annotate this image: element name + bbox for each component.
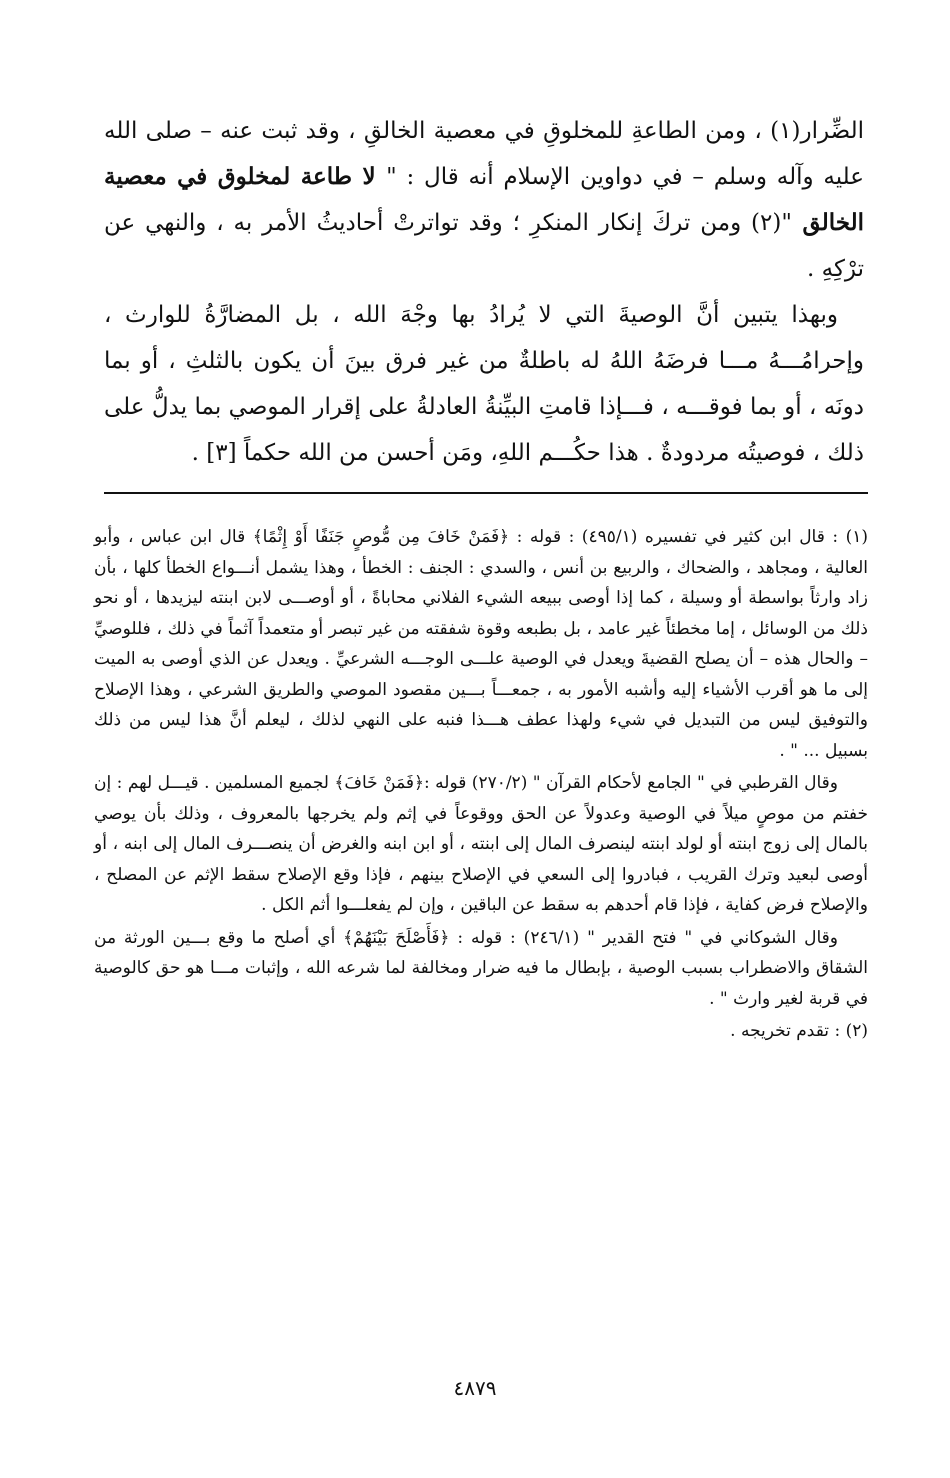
footnotes bbox=[94, 522, 868, 1047]
paragraph-1-start: الضِّرار(١) ، ومن الطاعةِ للمخلوقِ في معصية الخالقِ ، وقد ثبت عنه – صلى الله عليه وآله وسلم – في دواوين الإسلام أنه قال : " bbox=[104, 118, 865, 190]
footnote-1-shawkani: وقال الشوكاني في " فتح القدير " (٢٤٦/١) : قوله : ﴿فَأَصْلَحَ بَيْنَهُمْ﴾ أي أصلح ما وقع بـــين الورثة من الشقاق والاضطراب بسبب الوصية ، بإبطال ما فيه ضرار ومخالفة لما شرعه الله ، وإثبات مـــا هو حق كالوصية في قربة لغير وارث " . bbox=[94, 927, 868, 1009]
hadith-quote: لا طاعة لمخلوق في معصية الخالق bbox=[104, 163, 864, 236]
main-text bbox=[104, 108, 864, 476]
footnote-1-qurtubi: وقال القرطبي في " الجامع لأحكام القرآن " (٢٧٠/٢) قوله :﴿فَمَنْ خَافَ﴾ لجميع المسلمين . قيـــل لهم : إن خفتم من موصٍ ميلاً في الوصية وعدولاً عن الحق ووقوعاً في إثم ولم يخرجها بالمعروف ، وذلك بأن يوصي بالمال إلى زوج ابنته أو لولد ابنته لينصرف المال إلى ابنته ، أو ابن ابنه والغرض أن ينصـــرف المال إلى ابنه ، أو أوصى لبعيد وترك القريب ، فبادروا إلى السعي في الإصلاح بينهم ، فإذا وقع الإصلاح سقط الإثم عن المصلح ، والإصلاح فرض كفاية ، فإذا قام أحدهم به سقط عن الباقين ، وإن لم يفعلـــوا أثم الكل . bbox=[94, 773, 868, 915]
footnote-2: (٢) : تقدم تخريجه . bbox=[730, 1021, 868, 1041]
paragraph-1-end: "(٢) ومن تركَ إنكار المنكرِ ؛ وقد تواترتْ أحاديثُ الأمر به ، والنهي عن ترْكِهِ . bbox=[104, 210, 864, 282]
footnote-separator bbox=[104, 492, 868, 494]
paragraph-1 bbox=[104, 108, 864, 292]
page-number: ٤٨٧٩ bbox=[453, 1376, 497, 1400]
paragraph-2: وبهذا يتبين أنَّ الوصيةَ التي لا يُرادُ بها وجْهَ الله ، بل المضارَّةُ للوارث ، وإحرامُـــهُ مـــا فرضَهُ اللهُ له باطلةٌ من غير فرق بينَ أن يكون بالثلثِ ، أو بما دونَه ، أو بما فوقـــه ، فـــإذا قامتِ البيِّنةُ العادلةُ على إقرار الموصي بما يدلُّ على ذلك ، فوصيتُه مردودةٌ . هذا حكُـــم اللهِ، ومَن أحسن من الله حكماً [٣] . bbox=[104, 302, 864, 466]
footnote-1-ibn-kathir: (١) : قال ابن كثير في تفسيره (٤٩٥/١) : قوله : ﴿فَمَنْ خَافَ مِن مُّوصٍ جَنَفًا أَوْ إِثْمًا﴾ قال ابن عباس ، وأبو العالية ، ومجاهد ، والضحاك ، والربيع بن أنس ، والسدي : الجنف : الخطأ ، وهذا يشمل أنـــواع الخطأ كلها ، بأن زاد وارثاً بواسطة أو وسيلة ، كما إذا أوصى ببيعه الشيء الفلاني محاباةً ، أو أوصـــى لابن ابنته ليزيدها ، أو نحو ذلك من الوسائل ، إما مخطئاً غير عامد ، بل بطبعه وقوة شفقته من غير تبصر أو متعمداً آثماً في ذلك ، فللوصيِّ – والحال هذه – أن يصلح القضيةَ ويعدل في الوصية علـــى الوجـــه الشرعيِّ . ويعدل عن الذي أوصى به الميت إلى ما هو أقرب الأشياء إليه وأشبه الأمور به ، جمعـــاً بـــين مقصود الموصي والطريق الشرعي ، وهذا الإصلاح والتوفيق ليس من التبديل في شيء ولهذا عطف هـــذا فنبه على النهي لذلك ، ليعلم أنَّ هذا ليس من ذلك بسبيل ... " . bbox=[94, 527, 869, 761]
